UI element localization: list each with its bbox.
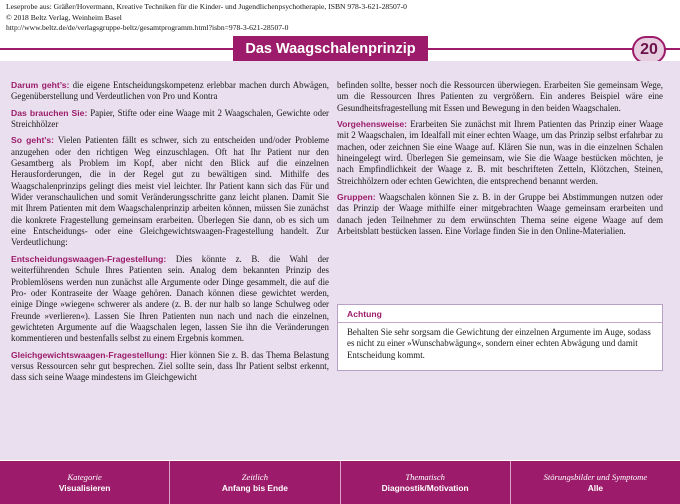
source-url[interactable]: http://www.beltz.de/de/verlagsgruppe-beltz/gesamtprogramm.html?isbn=978-3-621-28507-0 [6, 23, 289, 33]
paragraph-text: Hier können Sie z. B. das Thema Belastung versus Ressourcen sehr gut besprechen. Ziel sollte sein, dass Ihr Patient selbst erkennt, dass sich seine Waage mindestens im Gleichgewicht [11, 349, 329, 383]
footer-cell-thematisch [341, 461, 511, 504]
footer-value: Diagnostik/Motivation [381, 482, 469, 493]
footer-bar [0, 461, 680, 504]
paragraph-so-gehts [11, 135, 329, 248]
footer-category: Zeitlich [241, 471, 268, 482]
paragraph-text: Vielen Patienten fällt es schwer, sich zu entscheiden und/oder Probleme anzugehen oder den richtigen Weg einzuschlagen. Oft hat Ihr Patient nur den Gesamtberg als Problem im Kopf, aber nicht den Blick auf die einzelnen Herausforderungen, die in der Regel gut zu bewältigen sind. Mithilfe des Waagschalenprinzips gelingt dies meist viel leichter. Ihr Patient kann sich das Für und Wider veranschaulichen und somit Veränderungsschritte ganz leicht planen. Damit Sie mit Ihrem Patienten mit dem Waagschalenprinzip arbeiten können, müssen Sie zunächst die konkrete Fragestellung gemeinsam erarbeiten. Überlegen Sie dann, ob es sich um eine Entscheidungs- oder eine Gleichgewichtswaagen-Fragestellung handelt. Zur Verdeutlichung: [11, 135, 330, 248]
warning-title: Achtung [347, 309, 382, 319]
warning-divider [338, 322, 662, 323]
footer-cell-stoerungsbilder [511, 461, 680, 504]
footer-value: Visualisieren [58, 482, 111, 493]
footer-value: Anfang bis Ende [221, 482, 288, 493]
paragraph-text: die eigene Entscheidungskompetenz erlebbar machen durch Abwägen, Gegenüberstellung und Verdeutlichen von Pro und Kontra [11, 80, 329, 102]
footer-category: Kategorie [67, 471, 102, 482]
footer-category: Störungsbilder und Symptome [543, 471, 648, 482]
paragraph-gruppen [337, 192, 663, 237]
paragraph-text: Dies könnte z. B. die Wahl der weiterführenden Schule Ihres Patienten sein. Analog dem bekannten Prinzip des Problemlösens werden nun zunächst alle Argumente oder Dinge gesammelt, die auf die Pro- oder Kontraseite der Waage gehören. Danach können diese gewichtet werden, einige Dinge »wiegen« schwerer als andere (z. B. der nur halb so lange Schulweg oder Freunde »verlieren«). Lassen Sie Ihren Patienten nun nach und nach die einzelnen, gewichteten Argumente auf die Waagschalen legen, lassen Sie ihn die Veränderungen kommentieren und bestenfalls selbst zu einem Ergebnis kommen. [11, 253, 329, 344]
paragraph-text: Papier, Stifte oder eine Waage mit 2 Waagschalen, Gewichte oder Streichhölzer [11, 107, 329, 130]
paragraph-text: befinden sollte, besser noch die Ressourcen überwiegen. Erarbeiten Sie gemeinsam Wege, um die Ressourcen Ihres Patienten zu vergrößern. Ein anderes Beispiel wäre eine Gesundheitsfragestellung mit Essen und Bewegung in den beiden Waagschalen. [337, 80, 663, 113]
paragraph-label: So geht’s: [11, 135, 55, 146]
source-header [6, 2, 407, 34]
footer-cell-zeitlich [170, 461, 340, 504]
paragraph-label: Gruppen: [337, 192, 376, 203]
footer-value: Alle [587, 482, 604, 493]
page-title: Das Waagschalenprinzip [233, 36, 428, 61]
warning-text: Behalten Sie sehr sorgsam die Gewichtung der einzelnen Argumente im Auge, sodass es nicht zu einer »Wunschabwägung«, sondern einer echten Abwägung und damit Entscheidung kommt. [347, 327, 651, 360]
copyright-line: © 2018 Beltz Verlag, Weinheim Basel [6, 12, 122, 22]
page-number-badge: 20 [632, 36, 666, 64]
paragraph-darum [11, 80, 329, 103]
paragraph-material [11, 108, 329, 131]
paragraph-vorgehensweise [337, 119, 663, 187]
left-column [11, 80, 329, 389]
paragraph-entscheidungswaage [11, 254, 329, 345]
paragraph-label: Darum geht’s: [11, 80, 70, 90]
paragraph-label: Gleichgewichtswaagen-Fragestellung: [11, 349, 168, 360]
paragraph-text: Erarbeiten Sie zunächst mit Ihrem Patienten das Prinzip einer Waage mit 2 Waagschalen, im Idealfall mit einer echten Waage, um das Prinzip selbst erfahrbar zu machen, oder zeichnen Sie eine Waage auf. Klären Sie nun, was in die einzelnen Schalen hineingelegt wird. Überlegen Sie gemeinsam, wie Sie die Waage bestücken möchten, je nach Empfindlichkeit der Waage z. B. mit beschrifteten Zetteln, Klötzchen, Steinen, Streichhölzern oder echten Gewichten, die entsprechend benannt werden. [337, 119, 663, 186]
right-column [337, 80, 663, 242]
paragraph-continued [337, 80, 663, 114]
footer-category: Thematisch [405, 471, 445, 482]
paragraph-text: Waagschalen können Sie z. B. in der Gruppe bei Abstimmungen nutzen oder das Prinzip der Waage mithilfe einer mitgebrachten Waage gemeinsam erarbeiten und danach jeden Teilnehmer zu dem erwünschten Thema seine eigene Waage auf dem Arbeitsblatt bestücken lassen. Eine Vorlage finden Sie in den Online-Materialien. [337, 192, 663, 237]
warning-box [337, 304, 663, 371]
paragraph-gleichgewichtswaage [11, 350, 329, 384]
footer-cell-kategorie [0, 461, 170, 504]
source-line: Leseprobe aus: Gräßer/Hovermann, Kreative Techniken für die Kinder- und Jugendlichenpsychotherapie, ISBN 978-3-621-28507-0 [6, 2, 407, 11]
paragraph-label: Das brauchen Sie: [11, 107, 88, 118]
paragraph-label: Entscheidungswaagen-Fragestellung: [11, 253, 167, 264]
paragraph-label: Vorgehensweise: [337, 119, 408, 130]
